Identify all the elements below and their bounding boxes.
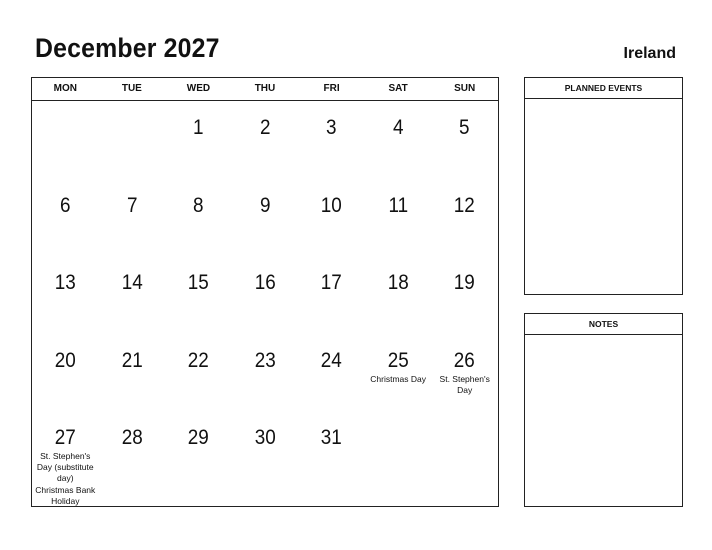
day-number: 16 [254, 271, 276, 294]
day-number: 26 [454, 348, 476, 372]
day-cell [431, 411, 498, 507]
weekday-sat: SAT [388, 83, 408, 94]
day-number: 31 [321, 426, 343, 449]
day-cell [165, 179, 232, 257]
day-cell [298, 334, 365, 412]
day-number: 10 [321, 193, 343, 217]
calendar-grid [31, 77, 499, 507]
day-cell [365, 179, 432, 257]
day-number: 15 [187, 271, 209, 294]
day-cell [431, 256, 498, 334]
holiday-label: Christmas Bank Holiday [35, 485, 96, 506]
day-cell [232, 256, 299, 334]
day-number: 30 [254, 426, 276, 449]
day-number: 1 [193, 116, 204, 139]
weekday-wed: WED [186, 83, 211, 94]
day-cell [165, 334, 232, 412]
day-cell [32, 334, 99, 412]
day-cell [32, 411, 99, 507]
calendar-body [32, 101, 498, 507]
day-cell [365, 101, 432, 179]
day-number: 28 [121, 426, 143, 449]
planned-events-title: PLANNED EVENTS [525, 78, 682, 99]
page-title: December 2027 [35, 33, 220, 63]
day-cell [365, 256, 432, 334]
day-cell [99, 334, 166, 412]
day-cell [232, 411, 299, 507]
day-cell [298, 101, 365, 179]
day-number: 2 [259, 116, 271, 139]
day-number: 18 [387, 271, 409, 294]
day-cell [232, 179, 299, 257]
day-cell [32, 256, 99, 334]
day-number: 11 [388, 193, 408, 217]
day-cell [232, 101, 299, 179]
day-cell [298, 256, 365, 334]
day-number: 8 [193, 193, 204, 217]
day-number: 29 [187, 426, 209, 449]
holiday-label: St. Stephen's Day [439, 373, 490, 395]
day-number: 22 [187, 348, 209, 372]
weekday-sun: SUN [454, 83, 476, 94]
holiday-label: Christmas Day [370, 373, 426, 384]
day-cell [431, 334, 498, 412]
notes-title: NOTES [525, 314, 682, 335]
day-cell [165, 411, 232, 507]
weekday-tue: TUE [121, 83, 142, 94]
day-number: 14 [121, 271, 143, 294]
weekday-mon: MON [53, 83, 77, 94]
day-number: 3 [326, 116, 337, 139]
day-cell [99, 101, 166, 179]
country-label: Ireland [623, 45, 676, 62]
notes-panel [524, 313, 683, 507]
day-cell [431, 179, 498, 257]
day-number: 5 [459, 116, 470, 139]
day-cell [32, 101, 99, 179]
day-number: 6 [60, 193, 71, 217]
day-cell [165, 256, 232, 334]
planned-events-panel [524, 77, 683, 295]
day-number: 20 [54, 348, 76, 372]
day-cell [232, 334, 299, 412]
day-number: 27 [54, 426, 76, 449]
day-cell [99, 179, 166, 257]
holiday-label: St. Stephen's Day (substitute day) [36, 451, 94, 483]
weekday-thu: THU [254, 83, 276, 94]
day-number: 19 [454, 271, 476, 294]
day-number: 4 [392, 116, 404, 139]
day-number: 7 [126, 193, 138, 217]
weekday-header [32, 78, 498, 101]
day-number: 9 [259, 193, 271, 217]
day-cell [365, 334, 432, 412]
day-cell [298, 179, 365, 257]
day-cell [431, 101, 498, 179]
day-number: 24 [321, 348, 343, 372]
day-number: 13 [54, 271, 76, 294]
day-number: 21 [121, 348, 143, 372]
day-number: 25 [387, 348, 409, 372]
day-cell [298, 411, 365, 507]
day-cell [99, 256, 166, 334]
weekday-fri: FRI [323, 83, 340, 94]
day-number: 17 [321, 271, 343, 294]
day-cell [99, 411, 166, 507]
day-number: 12 [454, 193, 476, 217]
day-cell [365, 411, 432, 507]
day-number: 23 [254, 348, 276, 372]
day-cell [32, 179, 99, 257]
day-cell [165, 101, 232, 179]
